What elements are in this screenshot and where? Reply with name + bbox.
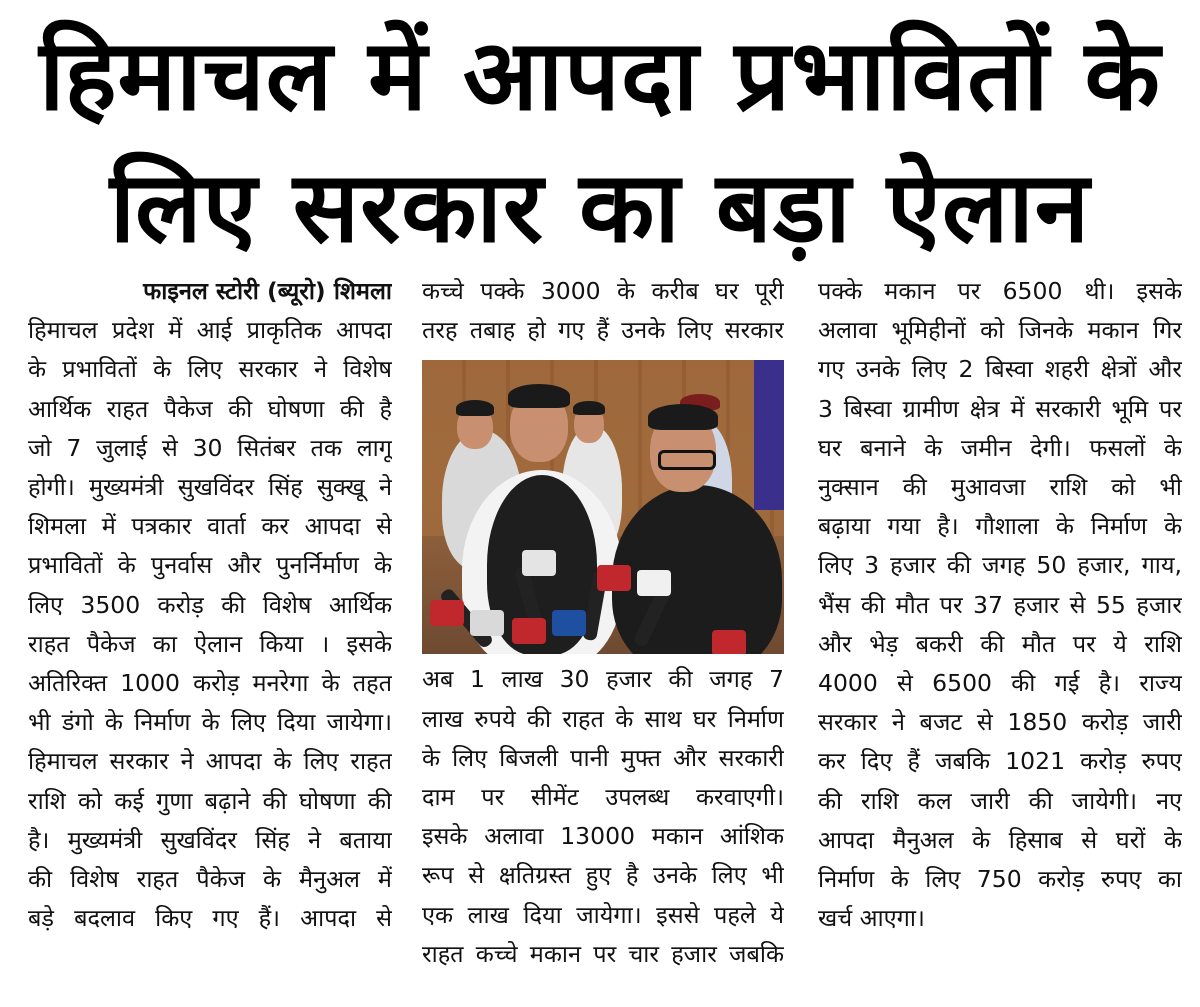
- text-line: गए उनके लिए 2 बिस्वा शहरी क्षेत्रों और: [818, 355, 1182, 384]
- text-line: बढ़ाया गया है। गौशाला के निर्माण के: [818, 512, 1182, 541]
- column-2-bottom-text: [422, 660, 784, 974]
- text-line: कर दिए हैं जबकि 1021 करोड़ रुपए: [818, 747, 1182, 776]
- text-line: कच्चे पक्के 3000 के करीब घर पूरी: [422, 277, 784, 305]
- column-1-body: [28, 311, 392, 938]
- text-line: लाख रुपये की राहत के साथ घर निर्माण: [422, 704, 784, 733]
- text-line: खर्च आएगा।: [818, 904, 925, 933]
- text-line: एक लाख दिया जायेगा। इससे पहले ये: [422, 900, 784, 929]
- text-line: 3 बिस्वा ग्रामीण क्षेत्र में सरकारी भूमि पर: [818, 394, 1182, 423]
- text-line: प्रभावितों के पुनर्वास और पुनर्निर्माण के: [28, 551, 392, 580]
- column-2-top-text: [422, 272, 784, 350]
- headline: [0, 10, 1200, 274]
- text-line: जो 7 जुलाई से 30 सितंबर तक लागू: [28, 433, 392, 462]
- article-column-1: [28, 272, 392, 938]
- text-line: लिए 3 हजार की जगह 50 हजार, गाय,: [818, 551, 1182, 580]
- text-line: हिमाचल प्रदेश में आई प्राकृतिक आपदा: [28, 316, 392, 345]
- text-line: अलावा भूमिहीनों को जिनके मकान गिर: [818, 316, 1182, 345]
- text-line: अतिरिक्त 1000 करोड़ मनरेगा के तहत: [28, 669, 392, 698]
- dateline: फाइनल स्टोरी (ब्यूरो) शिमला: [143, 277, 392, 305]
- text-line: घर बनाने के जमीन देगी। फसलों के: [818, 433, 1182, 462]
- text-line: भैंस की मौत पर 37 हजार से 55 हजार: [818, 590, 1182, 619]
- text-line: राहत कच्चे मकान पर चार हजार जबकि: [422, 939, 784, 968]
- text-line: 4000 से 6500 की गई है। राज्य: [818, 669, 1182, 698]
- text-line: और भेड़ बकरी की मौत पर ये राशि: [818, 629, 1182, 658]
- glasses: [658, 450, 716, 470]
- text-line: होगी। मुख्यमंत्री सुखविंदर सिंह सुक्खू ने: [28, 473, 392, 502]
- text-line: अब 1 लाख 30 हजार की जगह 7: [422, 665, 784, 694]
- text-line: शिमला में पत्रकार वार्ता कर आपदा से: [28, 512, 392, 541]
- text-line: आर्थिक राहत पैकेज की घोषणा की है: [28, 394, 392, 423]
- text-line: तरह तबाह हो गए हैं उनके लिए सरकार: [422, 316, 784, 345]
- text-line: सरकार ने बजट से 1850 करोड़ जारी: [818, 708, 1182, 737]
- text-line: इसके अलावा 13000 मकान आंशिक: [422, 822, 784, 851]
- headline-line-1: हिमाचल में आपदा प्रभावितों के: [39, 19, 1161, 133]
- text-line: बड़े बदलाव किए गए हैं। आपदा से: [28, 904, 392, 933]
- text-line: की विशेष राहत पैकेज के मैनुअल में: [28, 865, 392, 894]
- text-line: की राशि कल जारी की जायेगी। नए: [818, 786, 1182, 815]
- press-conference-photo: [422, 360, 784, 654]
- article-column-3: [818, 272, 1182, 938]
- text-line: है। मुख्यमंत्री सुखविंदर सिंह ने बताया: [28, 825, 392, 854]
- text-line: पक्के मकान पर 6500 थी। इसके: [818, 277, 1182, 305]
- text-line: निर्माण के लिए 750 करोड़ रुपए का: [818, 865, 1182, 894]
- text-line: के लिए बिजली पानी मुफ्त और सरकारी: [422, 743, 784, 772]
- text-line: भी डंगो के निर्माण के लिए दिया जायेगा।: [28, 708, 392, 737]
- headline-line-2: लिए सरकार का बड़ा ऐलान: [109, 151, 1091, 265]
- text-line: नुक्सान की मुआवजा राशि को भी: [818, 473, 1182, 502]
- text-line: राहत पैकेज का ऐलान किया । इसके: [28, 629, 392, 658]
- text-line: राशि को कई गुणा बढ़ाने की घोषणा की: [28, 786, 392, 815]
- text-line: आपदा मैनुअल के हिसाब से घरों के: [818, 825, 1182, 854]
- text-line: रूप से क्षतिग्रस्त हुए है उनके लिए भी: [422, 861, 784, 890]
- text-line: दाम पर सीमेंट उपलब्ध करवाएगी।: [422, 783, 784, 812]
- text-line: के प्रभावितों के लिए सरकार ने विशेष: [28, 355, 392, 384]
- text-line: लिए 3500 करोड़ की विशेष आर्थिक: [28, 590, 392, 619]
- text-line: हिमाचल सरकार ने आपदा के लिए राहत: [28, 747, 392, 776]
- column-3-body: [818, 272, 1182, 938]
